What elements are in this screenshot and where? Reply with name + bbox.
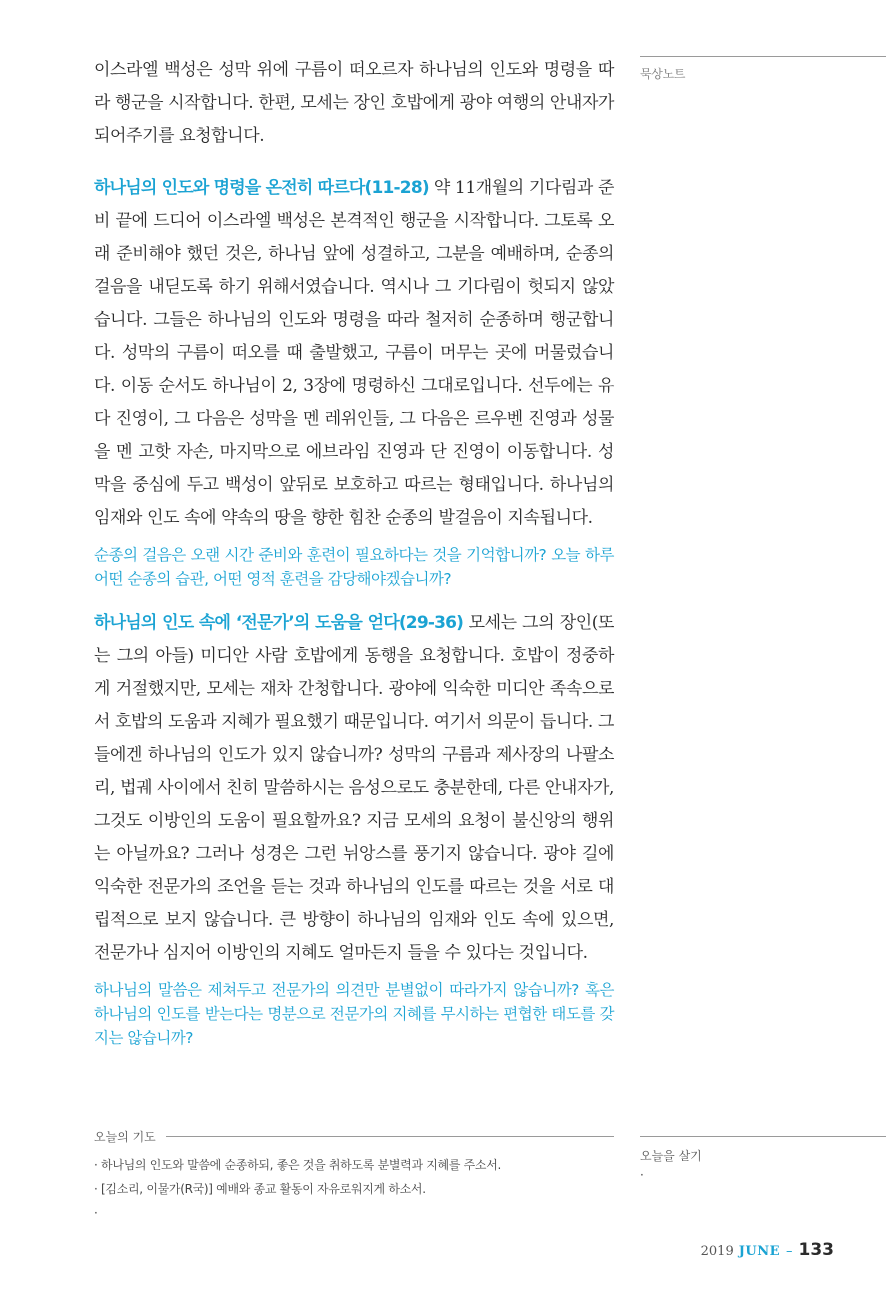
prayer-section xyxy=(94,1128,614,1225)
living-today-column xyxy=(640,1136,886,1182)
prayer-item: · xyxy=(94,1206,98,1220)
prayer-label: 오늘의 기도 xyxy=(94,1130,156,1144)
page-footer xyxy=(701,1240,834,1260)
section-heading-2: 하나님의 인도 속에 ‘전문가’의 도움을 얻다(29-36) xyxy=(94,613,464,633)
section-body-1: 약 11개월의 기다림과 준비 끝에 드디어 이스라엘 백성은 본격적인 행군을 시작합니다. 그토록 오래 준비해야 했던 것은, 하나님 앞에 성결하고, 그분을 예배하며, 순종의 걸음을 내딛도록 하기 위해서였습니다. 역시나 그 기다림이 헛되지 않았습니다. 그들은 하나님의 인도와 명령을 따라 철저히 순종하며 행군합니다. 성막의 구름이 떠오를 때 출발했고, 구름이 머무는 곳에 머물렀습니다. 이동 순서도 하나님이 2, 3장에 명령하신 그대로입니다. 선두에는 유다 진영이, 그 다음은 성막을 멘 레위인들, 그 다음은 르우벤 진영과 성물을 멘 고핫 자손, 마지막으로 에브라임 진영과 단 진영이 이동합니다. 성막을 중심에 두고 백성이 앞뒤로 보호하고 따르는 형태입니다. 하나님의 임재와 인도 속에 약속의 땅을 향한 힘찬 순종의 발걸음이 지속됩니다. xyxy=(94,178,614,528)
main-content xyxy=(94,54,614,1066)
footer-month: JUNE xyxy=(738,1244,780,1259)
reflection-question-2: 하나님의 말씀은 제쳐두고 전문가의 의견만 분별없이 따라가지 않습니까? 혹은 하나님의 인도를 받는다는 명분으로 전문가의 지혜를 무시하는 편협한 태도를 갖지는 않습니까? xyxy=(94,981,614,1047)
page-number: 133 xyxy=(798,1240,834,1260)
intro-paragraph: 이스라엘 백성은 성막 위에 구름이 떠오르자 하나님의 인도와 명령을 따라 행군을 시작합니다. 한편, 모세는 장인 호밥에게 광야 여행의 안내자가 되어주기를 요청합니다. xyxy=(94,60,614,146)
section-paragraph-2 xyxy=(94,607,614,970)
footer-year: 2019 xyxy=(700,1244,734,1259)
section-heading-1: 하나님의 인도와 명령을 온전히 따르다(11-28) xyxy=(94,178,429,198)
footer-dash: – xyxy=(786,1244,793,1259)
prayer-list xyxy=(94,1153,614,1225)
section-paragraph-1 xyxy=(94,172,614,535)
living-today-bullet: · xyxy=(640,1168,644,1182)
living-today-label: 오늘을 살기 xyxy=(640,1149,702,1163)
prayer-item: · [김소리, 이물가(R국)] 예배와 종교 활동이 자유로워지게 하소서. xyxy=(94,1182,426,1196)
prayer-item: · 하나님의 인도와 말씀에 순종하되, 좋은 것을 취하도록 분별력과 지혜를 주소서. xyxy=(94,1158,502,1172)
prayer-divider xyxy=(166,1136,614,1137)
reflection-question-1: 순종의 걸음은 오랜 시간 준비와 훈련이 필요하다는 것을 기억합니까? 오늘 하루 어떤 순종의 습관, 어떤 영적 훈련을 감당해야겠습니까? xyxy=(94,546,614,588)
meditation-note-column xyxy=(640,56,886,82)
section-body-2: 모세는 그의 장인(또는 그의 아들) 미디안 사람 호밥에게 동행을 요청합니다. 호밥이 정중하게 거절했지만, 모세는 재차 간청합니다. 광야에 익숙한 미디안 족속으로서 호밥의 도움과 지혜가 필요했기 때문입니다. 여기서 의문이 듭니다. 그들에겐 하나님의 인도가 있지 않습니까? 성막의 구름과 제사장의 나팔소리, 법궤 사이에서 친히 말씀하시는 음성으로도 충분한데, 다른 안내자가, 그것도 이방인의 도움이 필요할까요? 지금 모세의 요청이 불신앙의 행위는 아닐까요? 그러나 성경은 그런 뉘앙스를 풍기지 않습니다. 광야 길에 익숙한 전문가의 조언을 듣는 것과 하나님의 인도를 따르는 것을 서로 대립적으로 보지 않습니다. 큰 방향이 하나님의 임재와 인도 속에 있으면, 전문가나 심지어 이방인의 지혜도 얼마든지 들을 수 있다는 것입니다. xyxy=(94,613,614,963)
prayer-header xyxy=(94,1128,614,1145)
meditation-note-label: 묵상노트 xyxy=(640,67,686,81)
